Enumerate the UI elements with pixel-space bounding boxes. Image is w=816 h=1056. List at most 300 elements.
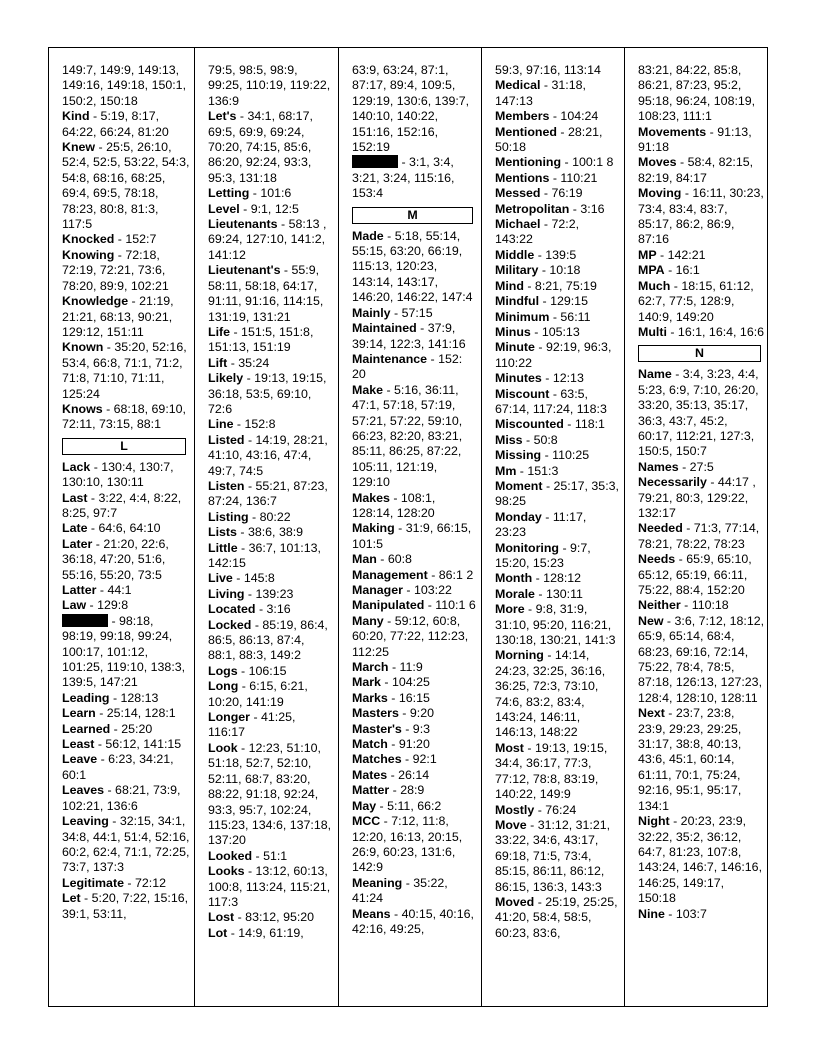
index-entry-looks: Looks - 13:12, 60:13, 100:8, 113:24, 115:21, 117:3 (208, 864, 331, 909)
index-term: Minimum (495, 309, 550, 324)
index-column-5 (625, 48, 769, 1006)
index-refs: 44:1 (107, 583, 132, 597)
index-refs: 35:20, 52:16, 53:4, 66:8, 71:1, 71:2, 71:8, 71:10, 71:11, 125:24 (62, 340, 187, 401)
index-term: Legitimate (62, 875, 124, 890)
index-entry-mm: Mm - 151:3 (495, 463, 559, 478)
index-refs: 41:25, 116:17 (208, 710, 296, 740)
index-refs: 26:14 (398, 767, 430, 782)
index-entry-redacted: - 3:1, 3:4, 3:21, 3:24, 115:16, 153:4 (352, 155, 455, 201)
index-refs: 25:14, 128:1 (106, 706, 176, 721)
index-refs: 110:25 (552, 448, 590, 463)
index-entry-long: Long - 6:15, 6:21, 10:20, 141:19 (208, 679, 308, 709)
index-refs: 76:24 (545, 802, 577, 817)
index-entry-listing: Listing - 80:22 (208, 509, 291, 524)
index-term: Looked (208, 848, 253, 863)
index-term: Long (208, 679, 239, 694)
index-entry-known: Known - 35:20, 52:16, 53:4, 66:8, 71:1, 71:2, 71:8, 71:10, 71:11, 125:24 (62, 340, 187, 401)
index-term: Making (352, 521, 395, 536)
index-entry-knows: Knows - 68:18, 69:10, 72:11, 73:15, 88:1 (62, 401, 186, 432)
index-entry-michael: Michael - 72:2, 143:22 (495, 217, 580, 247)
index-term: Miss (495, 432, 523, 447)
index-term: Mates (352, 767, 388, 782)
index-term: Management (352, 567, 428, 582)
index-refs: 129:8 (97, 598, 129, 613)
index-refs: 151:3 (527, 463, 559, 478)
index-term: Let's (208, 109, 237, 124)
index-term: Miscounted (495, 417, 564, 432)
index-entry-needed: Needed - 71:3, 77:14, 78:21, 78:22, 78:23 (638, 521, 760, 551)
index-term: Leave (62, 752, 98, 767)
index-refs: 118:1 (574, 417, 605, 432)
index-entry-minus: Minus - 105:13 (495, 324, 580, 339)
index-entry-matches: Matches - 92:1 (352, 752, 437, 767)
index-entry-match: Match - 91:20 (352, 737, 430, 752)
index-refs: 106:15 (248, 663, 287, 678)
index-term: Mentioning (495, 155, 562, 170)
index-term: Moved (495, 894, 535, 909)
index-term: Listed (208, 432, 245, 447)
index-refs: 55:21, 87:23, 87:24, 136:7 (208, 478, 328, 509)
index-entry-line: Line - 152:8 (208, 417, 276, 432)
index-term: Marks (352, 690, 388, 705)
index-refs: 58:4, 82:15, 82:19, 84:17 (638, 155, 754, 185)
index-term: Manager (352, 583, 403, 597)
index-entry-names: Names - 27:5 (638, 459, 714, 474)
index-entry-meaning: Meaning - 35:22, 41:24 (352, 875, 448, 906)
index-refs: 58:13 , 69:24, 127:10, 141:2, 141:12 (208, 217, 327, 262)
index-entry-matter: Matter - 28:9 (352, 783, 425, 798)
index-term: Moment (495, 478, 543, 493)
index-term: Maintained (352, 321, 417, 336)
index-refs: 59:3, 97:16, 113:14 (495, 63, 601, 77)
index-term: More (495, 602, 525, 617)
index-refs: 83:12, 95:20 (245, 910, 315, 925)
index-term: MP (638, 247, 657, 262)
index-refs: 92:19, 96:3, 110:22 (495, 340, 612, 370)
index-column-2 (195, 48, 339, 1006)
index-entry-medical: Medical - 31:18, 147:13 (495, 78, 586, 108)
index-entry-knocked: Knocked - 152:7 (62, 232, 157, 247)
index-entry-messed: Messed - 76:19 (495, 186, 583, 201)
index-entry-law: Law - 129:8 (62, 598, 129, 613)
index-refs: 68:18, 69:10, 72:11, 73:15, 88:1 (62, 401, 186, 432)
index-entry-knowledge: Knowledge - 21:19, 21:21, 68:13, 90:21, 129:12, 151:11 (62, 294, 174, 339)
index-term: Nine (638, 906, 665, 921)
index-term: Learn (62, 706, 96, 721)
index-refs: 9:7, 15:20, 15:23 (495, 540, 591, 570)
index-entry-manager: Manager - 103:22 (352, 583, 452, 597)
index-term: Moving (638, 186, 682, 201)
index-entry-necessarily: Necessarily - 44:17 , 79:21, 80:3, 129:22, 132:17 (638, 475, 756, 520)
index-term: Mainly (352, 305, 391, 320)
index-entry-moving: Moving - 16:11, 30:23, 73:4, 83:4, 83:7, 85:17, 86:2, 86:9, 87:16 (638, 186, 764, 247)
index-term: New (638, 613, 664, 628)
index-refs: 5:18, 55:14, 55:15, 63:20, 66:19, 115:13, 120:23, 143:14, 143:17, 146:20, 146:22, 147:4 (352, 228, 473, 305)
index-entry-manipulated: Manipulated - 110:1 6 (352, 598, 476, 613)
index-term: Masters (352, 706, 399, 721)
index-term: Much (638, 278, 671, 293)
index-term: Metropolitan (495, 201, 570, 216)
index-entry-mentioning: Mentioning - 100:1 8 (495, 155, 614, 170)
index-term: Logs (208, 663, 238, 678)
index-term: Mind (495, 278, 524, 293)
index-refs: 31:18, 147:13 (495, 78, 586, 108)
index-term: Late (62, 521, 88, 536)
index-refs: 25:19, 25:25, 41:20, 58:4, 58:5, 60:23, 83:6, (495, 894, 618, 940)
index-entry-miscounted: Miscounted - 118:1 (495, 417, 605, 432)
index-entry-next: Next - 23:7, 23:8, 23:9, 29:23, 29:25, 31:17, 38:8, 40:13, 43:6, 45:1, 60:14, 61:11, 70:1, 75:24, 92:16, 95:1, 95:17, 134:1 (638, 706, 742, 813)
index-entry-mostly: Mostly - 76:24 (495, 802, 577, 817)
index-refs: 19:13, 19:15, 36:18, 53:5, 69:10, 72:6 (208, 371, 327, 416)
index-refs: 139:23 (255, 586, 294, 601)
index-entry-mentions: Mentions - 110:21 (495, 170, 598, 185)
index-term: Knowing (62, 247, 115, 262)
index-refs: 12:23, 51:10, 51:18, 52:7, 52:10, 52:11, 68:7, 83:20, 88:22, 91:18, 92:24, 93:3, 95:7, 102:24, 115:23, 134:6, 137:18, 137:20 (208, 740, 332, 848)
index-entry-move: Move - 31:12, 31:21, 33:22, 34:6, 43:17, 69:18, 71:5, 73:4, 85:15, 86:11, 86:12, 86:15, 136:3, 143:3 (495, 817, 611, 894)
index-refs: 25:17, 35:3, 98:25 (495, 478, 619, 509)
index-entry-learn: Learn - 25:14, 128:1 (62, 706, 176, 721)
index-refs: 9:1, 12:5 (250, 201, 299, 216)
index-refs: 110:21 (560, 170, 598, 185)
index-entry-march: March - 11:9 (352, 660, 423, 675)
index-term: Night (638, 814, 670, 829)
index-refs: 6:15, 6:21, 10:20, 141:19 (208, 679, 308, 709)
index-refs: 65:9, 65:10, 65:12, 65:19, 66:11, 75:22, 88:4, 152:20 (638, 552, 752, 597)
index-term: Monitoring (495, 540, 559, 555)
index-refs: 59:12, 60:8, 60:20, 77:22, 112:23, 112:25 (352, 613, 469, 659)
index-entry-monitoring: Monitoring - 9:7, 15:20, 15:23 (495, 540, 591, 570)
index-term: Made (352, 228, 384, 243)
index-term: Move (495, 817, 527, 832)
index-term: Movements (638, 124, 707, 139)
index-refs: 9:3 (412, 721, 431, 736)
index-entry-mcc: MCC - 7:12, 11:8, 12:20, 16:13, 20:15, 26:9, 60:23, 131:6, 142:9 (352, 814, 463, 875)
index-refs: 32:15, 34:1, 34:8, 44:1, 51:4, 52:16, 60:2, 62:4, 71:1, 72:25, 73:7, 137:3 (62, 814, 190, 875)
index-entry-continued (208, 63, 334, 109)
index-refs: 14:14, 24:23, 32:25, 36:16, 36:25, 72:3, 73:10, 74:6, 83:2, 83:4, 143:24, 146:11, 146:13, 148:22 (495, 648, 606, 740)
index-term: May (352, 798, 377, 813)
index-entry-look: Look - 12:23, 51:10, 51:18, 52:7, 52:10, 52:11, 68:7, 83:20, 88:22, 91:18, 92:24, 93:3, 95:7, 102:24, 115:23, 134:6, 137:18, 137:20 (208, 740, 332, 848)
index-entry-needs: Needs - 65:9, 65:10, 65:12, 65:19, 66:11, 75:22, 88:4, 152:20 (638, 552, 752, 597)
index-column-1 (49, 48, 195, 1006)
index-entry-making: Making - 31:9, 66:15, 101:5 (352, 521, 472, 551)
index-refs: 91:13, 91:18 (638, 124, 752, 155)
index-refs: 3:22, 4:4, 8:22, 8:25, 97:7 (62, 490, 182, 520)
index-entry-looked: Looked - 51:1 (208, 848, 288, 863)
index-entry-mpa: MPA - 16:1 (638, 263, 700, 278)
index-refs: 13:12, 60:13, 100:8, 113:24, 115:21, 117:3 (208, 864, 331, 909)
index-entry-moment: Moment - 25:17, 35:3, 98:25 (495, 478, 619, 509)
index-entry-continued (495, 63, 620, 78)
index-refs: 3:16 (580, 201, 605, 216)
index-entry-morale: Morale - 130:11 (495, 586, 583, 601)
index-refs: 3:6, 7:12, 18:12, 65:9, 65:14, 68:4, 68:23, 69:16, 72:14, 75:22, 78:4, 78:5, 87:18, 126:13, 127:23, 128:4, 128:10, 128:11 (638, 613, 765, 705)
index-entry-letting: Letting - 101:6 (208, 186, 292, 201)
index-refs: 3:1, 3:4, 3:21, 3:24, 115:16, 153:4 (352, 155, 455, 201)
index-entry-locked: Locked - 85:19, 86:4, 86:5, 86:13, 87:4, 88:1, 88:3, 149:2 (208, 617, 328, 663)
index-entry-lack: Lack - 130:4, 130:7, 130:10, 130:11 (62, 459, 174, 490)
index-refs: 76:19 (551, 186, 583, 201)
index-entry-masters: Masters - 9:20 (352, 706, 434, 721)
index-refs: 11:9 (399, 660, 423, 675)
index-refs: 35:24 (238, 355, 270, 370)
index-refs: 104:25 (391, 675, 430, 690)
index-refs: 51:1 (263, 848, 288, 863)
redaction-bar (62, 614, 108, 627)
index-entry-leaving: Leaving - 32:15, 34:1, 34:8, 44:1, 51:4, 52:16, 60:2, 62:4, 71:1, 72:25, 73:7, 137:3 (62, 814, 190, 875)
index-entry-lieutenants: Lieutenants - 58:13 , 69:24, 127:10, 141:2, 141:12 (208, 217, 327, 262)
index-refs: 86:1 2 (438, 567, 474, 582)
index-entry-live: Live - 145:8 (208, 571, 275, 586)
index-refs: 25:5, 26:10, 52:4, 52:5, 53:22, 54:3, 54:8, 68:16, 68:25, 69:4, 69:5, 78:18, 78:23, 80:8, 81:3, 117:5 (62, 140, 190, 232)
index-term: Little (208, 540, 238, 555)
index-entry-continued (62, 63, 190, 109)
index-entry-let: Let - 5:20, 7:22, 15:16, 39:1, 53:11, (62, 891, 189, 921)
index-refs: 128:12 (543, 571, 582, 586)
index-term: Mentions (495, 170, 550, 185)
index-refs: 38:6, 38:9 (247, 525, 304, 540)
section-header-l: L (62, 438, 186, 455)
index-refs: 5:16, 36:11, 47:1, 57:18, 57:19, 57:21, 57:22, 59:10, 66:23, 82:20, 83:21, 85:11, 86:25, 87:22, 105:11, 121:19, 129:10 (352, 382, 463, 490)
index-entry-little: Little - 36:7, 101:13, 142:15 (208, 540, 321, 570)
index-refs: 128:13 (120, 690, 159, 705)
index-entry-may: May - 5:11, 66:2 (352, 798, 442, 813)
index-entry-makes: Makes - 108:1, 128:14, 128:20 (352, 490, 436, 520)
index-refs: 149:7, 149:9, 149:13, 149:16, 149:18, 150:1, 150:2, 150:18 (62, 63, 187, 108)
index-entry-leave: Leave - 6:23, 34:21, 60:1 (62, 752, 174, 782)
index-term: Next (638, 706, 665, 721)
index-term: Meaning (352, 875, 403, 890)
index-term: Live (208, 571, 233, 586)
index-refs: 37:9, 39:14, 122:3, 141:16 (352, 321, 466, 351)
index-term: Medical (495, 78, 541, 93)
index-refs: 27:5 (689, 459, 714, 474)
index-term: Missing (495, 448, 542, 463)
index-term: Lift (208, 355, 228, 370)
index-term: Lieutenants (208, 217, 278, 232)
index-term: Locked (208, 617, 252, 632)
index-column-3 (339, 48, 482, 1006)
index-term: Longer (208, 710, 250, 725)
index-term: Needed (638, 521, 683, 536)
index-refs: 91:20 (398, 737, 430, 752)
index-entry-continued (638, 63, 765, 125)
index-term: Living (208, 586, 245, 601)
index-term: Kind (62, 109, 90, 124)
index-refs: 40:15, 40:16, 42:16, 49:25, (352, 906, 474, 936)
index-refs: 25:20 (121, 721, 153, 736)
index-refs: 11:17, 23:23 (495, 509, 587, 540)
index-entry-members: Members - 104:24 (495, 109, 599, 124)
index-refs: 152:7 (125, 232, 157, 247)
index-entry-minimum: Minimum - 56:11 (495, 309, 591, 324)
index-entry-last: Last - 3:22, 4:4, 8:22, 8:25, 97:7 (62, 490, 182, 520)
index-refs: 60:8 (387, 552, 412, 567)
index-refs: 92:1 (412, 752, 437, 767)
index-term: Located (208, 602, 256, 617)
index-refs: 79:5, 98:5, 98:9, 99:25, 110:19, 119:22, 136:9 (208, 63, 331, 108)
index-refs: 5:11, 66:2 (387, 798, 442, 813)
index-refs: 28:21, 50:18 (495, 124, 603, 155)
index-entry-means: Means - 40:15, 40:16, 42:16, 49:25, (352, 906, 474, 936)
index-term: Manipulated (352, 598, 425, 613)
index-term: Least (62, 737, 95, 752)
index-term: Members (495, 109, 550, 124)
index-term: Latter (62, 583, 97, 597)
index-term: Lack (62, 459, 91, 474)
index-refs: 57:15 (401, 305, 433, 320)
index-refs: 110:18 (691, 598, 729, 613)
index-term: Leaves (62, 783, 105, 798)
index-refs: 56:11 (560, 309, 591, 324)
index-entry-lists: Lists - 38:6, 38:9 (208, 525, 304, 540)
index-term: Lists (208, 525, 237, 540)
index-entry-missing: Missing - 110:25 (495, 448, 590, 463)
index-page (48, 47, 768, 1007)
index-term: Mark (352, 675, 381, 690)
index-entry-located: Located - 3:16 (208, 602, 291, 617)
index-refs: 63:9, 63:24, 87:1, 87:17, 89:4, 109:5, 129:19, 130:6, 139:7, 140:10, 140:22, 151:16, 152:16, 152:19 (352, 63, 470, 155)
index-entry-latter: Latter - 44:1 (62, 583, 132, 597)
index-refs: 68:21, 73:9, 102:21, 136:6 (62, 783, 181, 813)
index-refs: 16:1, 16:4, 16:6 (677, 324, 765, 339)
index-term: Letting (208, 186, 250, 201)
index-term: MPA (638, 263, 665, 278)
index-entry-moves: Moves - 58:4, 82:15, 82:19, 84:17 (638, 155, 754, 185)
index-refs: 110:1 6 (435, 598, 476, 613)
index-entry-metropolitan: Metropolitan - 3:16 (495, 201, 605, 216)
index-term: Morale (495, 586, 535, 601)
index-refs: 35:22, 41:24 (352, 875, 448, 906)
index-refs: 16:15 (398, 690, 430, 705)
index-entry-morning: Morning - 14:14, 24:23, 32:25, 36:16, 36:25, 72:3, 73:10, 74:6, 83:2, 83:4, 143:24, 146:11, 146:13, 148:22 (495, 648, 606, 740)
index-refs: 28:9 (400, 783, 425, 798)
index-entry-leading: Leading - 128:13 (62, 690, 159, 705)
index-entry-monday: Monday - 11:17, 23:23 (495, 509, 587, 540)
index-entry-man: Man - 60:8 (352, 552, 412, 567)
index-refs: 130:11 (545, 586, 583, 601)
index-term: Last (62, 490, 88, 505)
index-entry-military: Military - 10:18 (495, 263, 581, 278)
index-refs: 14:19, 28:21, 41:10, 43:16, 47:4, 49:7, 74:5 (208, 432, 328, 478)
index-entry-knowing: Knowing - 72:18, 72:19, 72:21, 73:6, 78:20, 89:9, 102:21 (62, 247, 169, 293)
index-refs: 63:5, 67:14, 117:24, 118:3 (495, 386, 607, 416)
index-refs: 56:12, 141:15 (105, 737, 182, 752)
index-entry-listed: Listed - 14:19, 28:21, 41:10, 43:16, 47:4, 49:7, 74:5 (208, 432, 328, 478)
index-refs: 23:7, 23:8, 23:9, 29:23, 29:25, 31:17, 38:8, 40:13, 43:6, 45:1, 60:14, 61:11, 70:1, 75:24, 92:16, 95:1, 95:17, 134:1 (638, 706, 742, 813)
index-entry-later: Later - 21:20, 22:6, 36:18, 47:20, 51:6, 55:16, 55:20, 73:5 (62, 536, 169, 582)
index-term: Morning (495, 648, 544, 663)
index-entry-master-s: Master's - 9:3 (352, 721, 431, 736)
index-refs: 103:22 (413, 583, 452, 597)
section-header-n: N (638, 345, 761, 362)
index-entry-least: Least - 56:12, 141:15 (62, 737, 182, 752)
index-entry-lift: Lift - 35:24 (208, 355, 270, 370)
index-column-4 (482, 48, 625, 1006)
index-term: Maintenance (352, 351, 428, 366)
index-term: Master's (352, 721, 402, 736)
index-term: Likely (208, 371, 244, 386)
index-refs: 100:1 8 (572, 155, 614, 170)
index-entry-let-s: Let's - 34:1, 68:17, 69:5, 69:9, 69:24, 70:20, 74:15, 85:6, 86:20, 92:24, 93:3, 95:3, 131:18 (208, 109, 313, 185)
index-term: MCC (352, 814, 381, 829)
index-refs: 36:7, 101:13, 142:15 (208, 540, 321, 570)
index-term: Messed (495, 186, 541, 201)
index-entry-minute: Minute - 92:19, 96:3, 110:22 (495, 340, 612, 370)
index-entry-much: Much - 18:15, 61:12, 62:7, 77:5, 128:9, 140:9, 149:20 (638, 278, 754, 324)
index-term: Lieutenant's (208, 263, 281, 278)
index-refs: 14:9, 61:19, (238, 925, 304, 940)
index-refs: 152: 20 (352, 351, 463, 382)
index-entry-maintenance: Maintenance - 152: 20 (352, 351, 463, 382)
index-entry-night: Night - 20:23, 23:9, 32:22, 35:2, 36:12, 64:7, 81:23, 107:8, 143:24, 146:7, 146:16, 146:25, 149:17, 150:18 (638, 814, 763, 906)
index-term: Level (208, 201, 240, 216)
index-entry-late: Late - 64:6, 64:10 (62, 521, 161, 536)
index-term: Let (62, 891, 81, 906)
index-refs: 31:12, 31:21, 33:22, 34:6, 43:17, 69:18, 71:5, 73:4, 85:15, 86:11, 86:12, 86:15, 136:3, 143:3 (495, 817, 611, 894)
index-term: Name (638, 367, 672, 382)
index-refs: 72:12 (134, 875, 166, 890)
index-term: Necessarily (638, 475, 707, 490)
index-refs: 142:21 (667, 247, 706, 262)
index-entry-mark: Mark - 104:25 (352, 675, 430, 690)
index-entry-management: Management - 86:1 2 (352, 567, 474, 582)
index-entry-redacted: - 98:18, 98:19, 99:18, 99:24, 100:17, 101:12, 101:25, 119:10, 138:3, 139:5, 147:21 (62, 613, 186, 690)
index-entry-new: New - 3:6, 7:12, 18:12, 65:9, 65:14, 68:4, 68:23, 69:16, 72:14, 75:22, 78:4, 78:5, 87:18, 126:13, 127:23, 128:4, 128:10, 128:11 (638, 613, 765, 705)
index-refs: 6:23, 34:21, 60:1 (62, 752, 174, 782)
index-refs: 152:8 (244, 417, 276, 432)
index-refs: 55:9, 58:11, 58:18, 64:17, 91:11, 91:16, 114:15, 131:19, 131:21 (208, 263, 324, 324)
index-refs: 145:8 (243, 571, 275, 586)
index-term: Listen (208, 478, 245, 493)
index-refs: 72:2, 143:22 (495, 217, 580, 247)
index-refs: 101:6 (260, 186, 292, 201)
index-term: Neither (638, 598, 681, 613)
index-entry-most: Most - 19:13, 19:15, 34:4, 36:17, 77:3, 77:12, 78:8, 83:19, 140:22, 149:9 (495, 740, 608, 802)
index-term: Military (495, 263, 539, 278)
index-term: Later (62, 536, 93, 551)
index-term: Leading (62, 690, 110, 705)
index-term: Miscount (495, 386, 550, 401)
index-term: Mostly (495, 802, 535, 817)
index-term: Learned (62, 721, 111, 736)
index-refs: 10:18 (549, 263, 581, 278)
index-term: Listing (208, 509, 249, 524)
index-entry-made: Made - 5:18, 55:14, 55:15, 63:20, 66:19, 115:13, 120:23, 143:14, 143:17, 146:20, 146:22, 147:4 (352, 228, 473, 305)
index-term: Knocked (62, 232, 115, 247)
index-refs: 151:5, 151:8, 151:13, 151:19 (208, 324, 314, 355)
index-term: Most (495, 740, 524, 755)
index-term: Make (352, 382, 383, 397)
index-entry-many: Many - 59:12, 60:8, 60:20, 77:22, 112:23, 112:25 (352, 613, 469, 659)
redaction-bar (352, 155, 398, 168)
index-refs: 44:17 , 79:21, 80:3, 129:22, 132:17 (638, 475, 756, 520)
index-refs: 9:8, 31:9, 31:10, 95:20, 116:21, 130:18, 130:21, 141:3 (495, 602, 616, 648)
index-term: Many (352, 613, 384, 628)
index-term: Moves (638, 155, 677, 170)
index-refs: 5:20, 7:22, 15:16, 39:1, 53:11, (62, 891, 189, 921)
index-refs: 71:3, 77:14, 78:21, 78:22, 78:23 (638, 521, 760, 551)
index-entry-multi: Multi - 16:1, 16:4, 16:6 (638, 324, 765, 339)
index-entry-life: Life - 151:5, 151:8, 151:13, 151:19 (208, 324, 314, 355)
index-term: Law (62, 598, 87, 613)
index-entry-name: Name - 3:4, 3:23, 4:4, 5:23, 6:9, 7:10, 26:20, 33:20, 35:13, 35:17, 36:3, 43:7, 45:2, 60:17, 112:21, 127:3, 150:5, 150:7 (638, 367, 759, 459)
index-term: Lost (208, 910, 235, 925)
index-term: Matter (352, 783, 390, 798)
index-entry-knew: Knew - 25:5, 26:10, 52:4, 52:5, 53:22, 54:3, 54:8, 68:16, 68:25, 69:4, 69:5, 78:18, 78:23, 80:8, 81:3, 117:5 (62, 140, 190, 232)
index-entry-mindful: Mindful - 129:15 (495, 294, 588, 309)
index-refs: 83:21, 84:22, 85:8, 86:21, 87:23, 95:2, 95:18, 96:24, 108:19, 108:23, 111:1 (638, 63, 756, 124)
